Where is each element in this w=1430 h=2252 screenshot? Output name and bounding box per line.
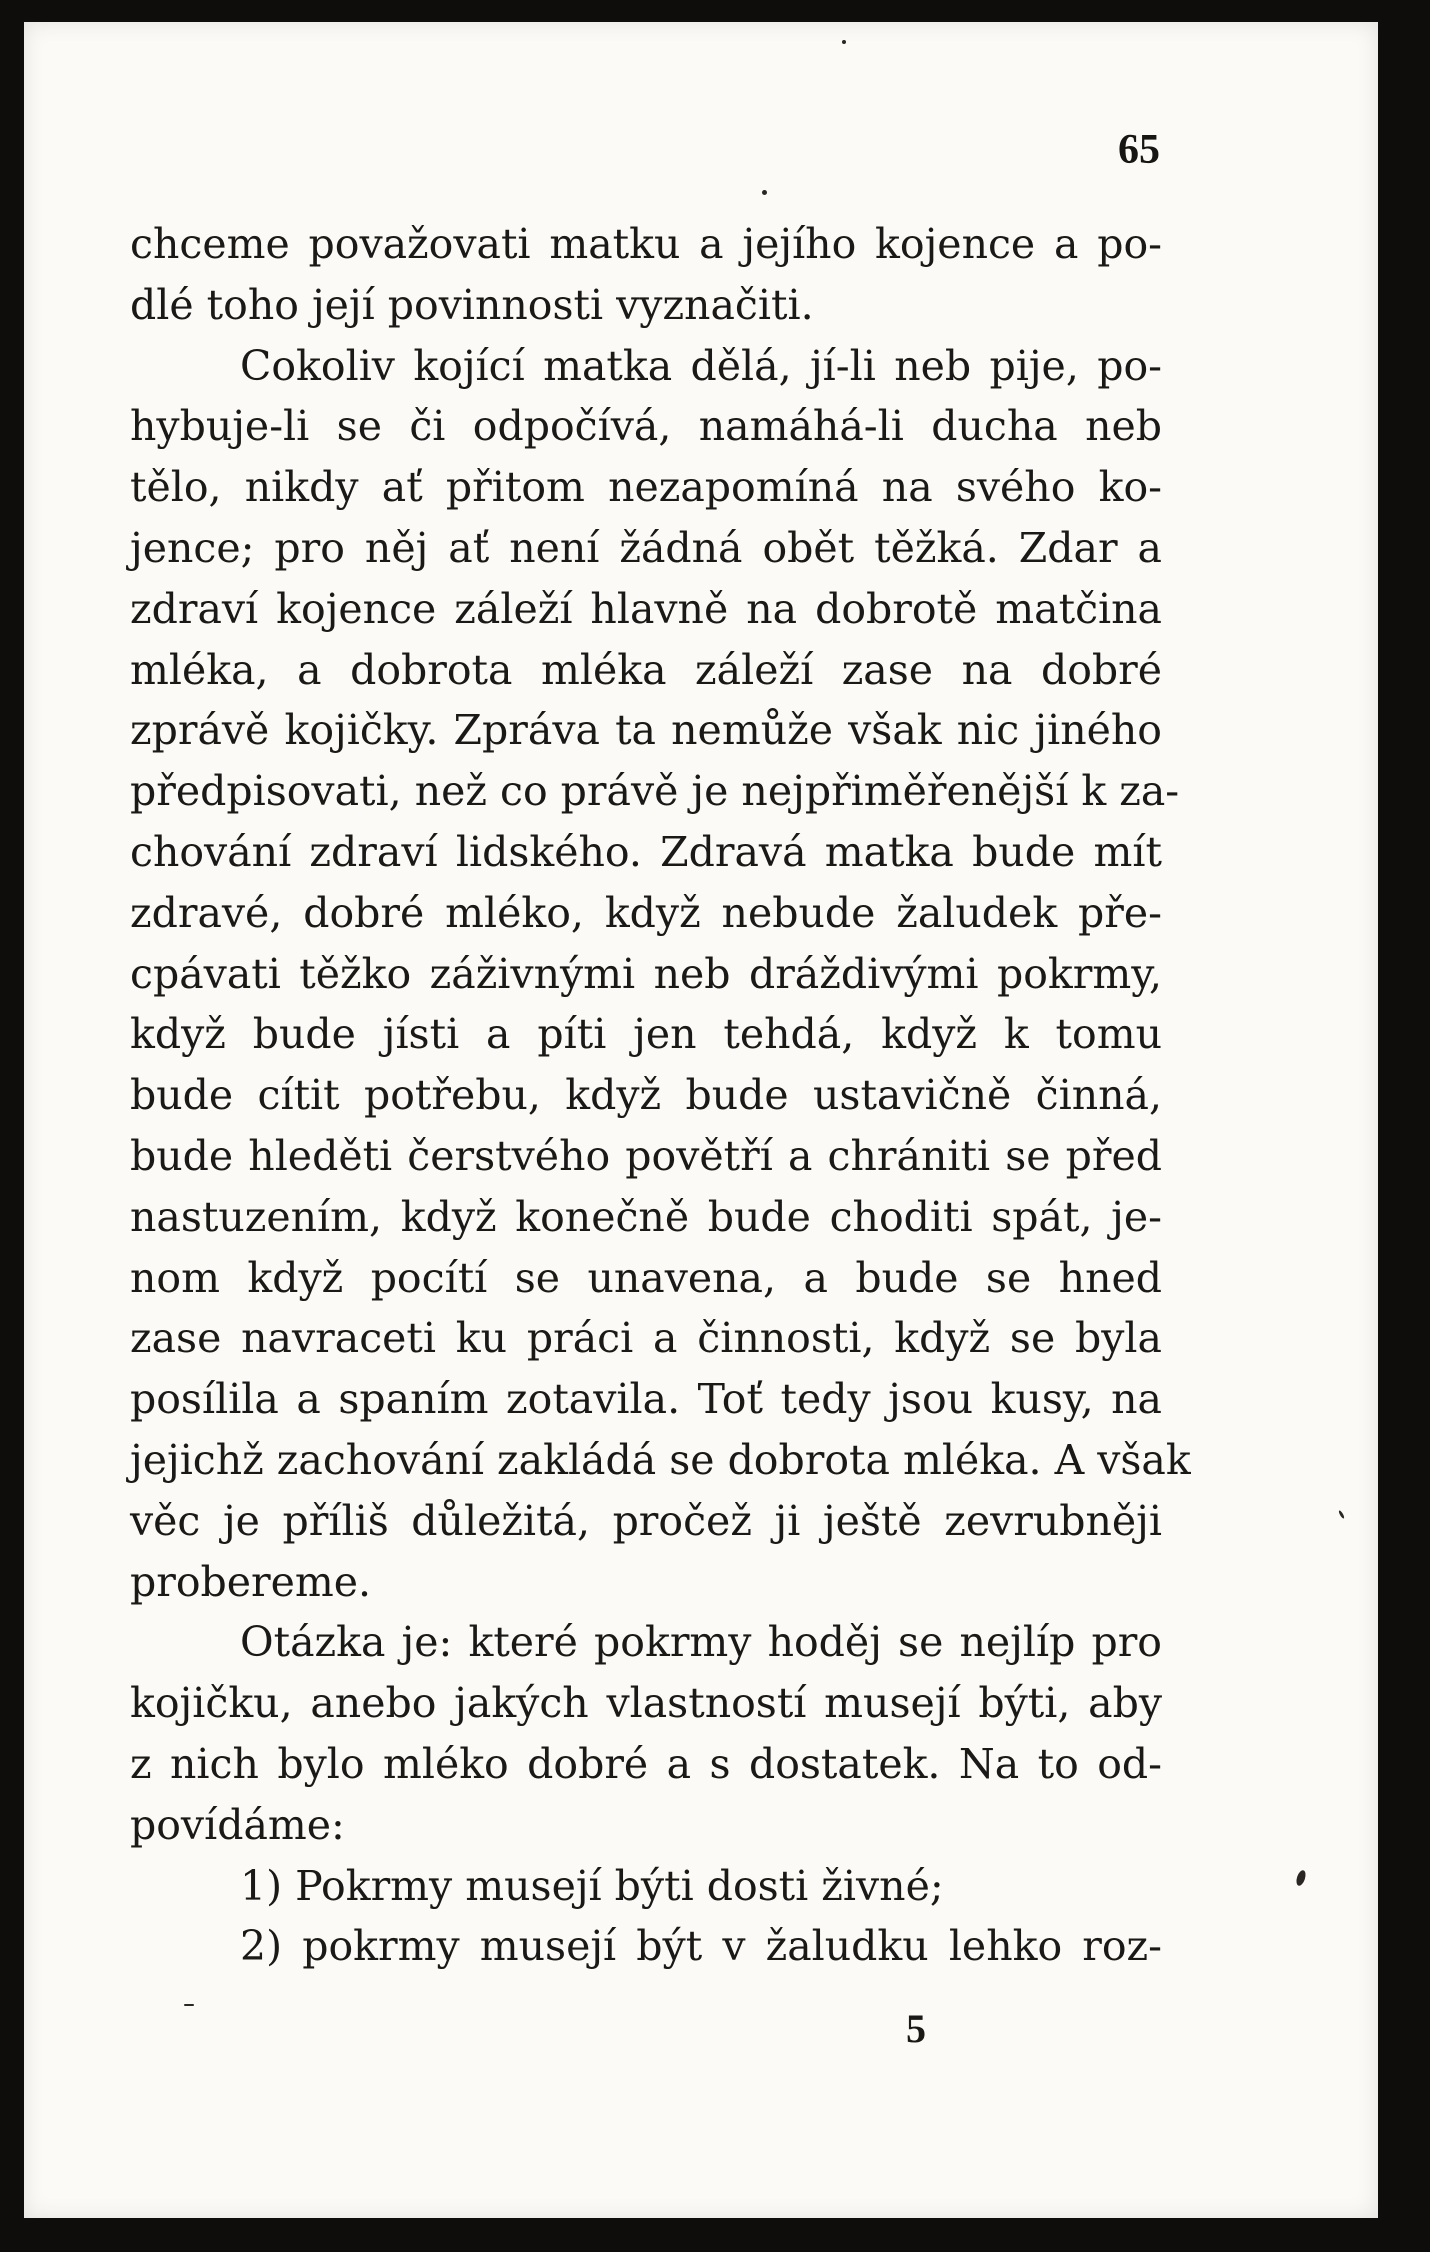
text-line: zdraví kojence záleží hlavně na dobrotě matčina bbox=[130, 584, 1162, 633]
text-line: předpisovati, než co právě je nejpřiměřenější k za- bbox=[130, 767, 1180, 816]
book-page bbox=[24, 22, 1378, 2218]
text-line: zase navraceti ku práci a činnosti, když se byla bbox=[130, 1314, 1162, 1363]
text-line: když bude jísti a píti jen tehdá, když k tomu bbox=[130, 1010, 1162, 1059]
text-line: chování zdraví lidského. Zdravá matka bude mít bbox=[130, 827, 1162, 876]
text-line: z nich bylo mléko dobré a s dostatek. Na to od- bbox=[130, 1739, 1162, 1788]
text-line: povídáme: bbox=[130, 1800, 345, 1849]
text-line: tělo, nikdy ať přitom nezapomíná na svého ko- bbox=[130, 463, 1162, 512]
text-line: zprávě kojičky. Zpráva ta nemůže však nic jiného bbox=[130, 706, 1162, 755]
text-line: bude hleděti čerstvého povětří a chrániti se před bbox=[130, 1131, 1162, 1180]
text-line: chceme považovati matku a jejího kojence a po- bbox=[130, 220, 1162, 268]
text-line: cpávati těžko záživnými neb dráždivými pokrmy, bbox=[130, 949, 1162, 998]
text-line: jejichž zachování zakládá se dobrota mléka. A však bbox=[130, 1435, 1191, 1484]
text-line: Otázka je: které pokrmy hoděj se nejlíp pro bbox=[240, 1618, 1162, 1667]
text-line: Cokoliv kojící matka dělá, jí-li neb pije, po- bbox=[240, 341, 1162, 390]
ink-speck bbox=[1338, 1510, 1345, 1519]
text-line: kojičku, anebo jakých vlastností musejí býti, aby bbox=[130, 1679, 1162, 1728]
text-line: nastuzením, když konečně bude choditi spát, je- bbox=[130, 1192, 1162, 1241]
ink-speck bbox=[842, 40, 846, 44]
text-line: hybuje-li se či odpočívá, namáhá-li ducha neb bbox=[130, 402, 1162, 451]
text-line: zdravé, dobré mléko, když nebude žaludek pře- bbox=[130, 888, 1162, 937]
list-item: 2) pokrmy musejí být v žaludku lehko roz- bbox=[240, 1922, 1162, 1971]
signature-mark: 5 bbox=[906, 2006, 926, 2051]
ink-speck bbox=[762, 190, 767, 195]
text-line: probereme. bbox=[130, 1557, 372, 1606]
ink-speck bbox=[184, 2004, 194, 2006]
text-line: posílila a spaním zotavila. Toť tedy jsou kusy, na bbox=[130, 1375, 1162, 1424]
body-text bbox=[130, 214, 1191, 1977]
text-line: věc je příliš důležitá, pročež ji ještě zevrubněji bbox=[130, 1496, 1162, 1545]
ink-speck bbox=[1295, 1869, 1308, 1887]
text-line: bude cítit potřebu, když bude ustavičně činná, bbox=[130, 1071, 1162, 1120]
list-item: 1) Pokrmy musejí býti dosti živné; bbox=[240, 1861, 944, 1910]
text-line: mléka, a dobrota mléka záleží zase na dobré bbox=[130, 645, 1162, 694]
text-line: dlé toho její povinnosti vyznačiti. bbox=[130, 280, 814, 329]
text-line: nom když pocítí se unavena, a bude se hned bbox=[130, 1253, 1162, 1302]
text-line: jence; pro něj ať není žádná obět těžká. Zdar a bbox=[130, 523, 1162, 572]
page-number: 65 bbox=[1118, 127, 1160, 173]
